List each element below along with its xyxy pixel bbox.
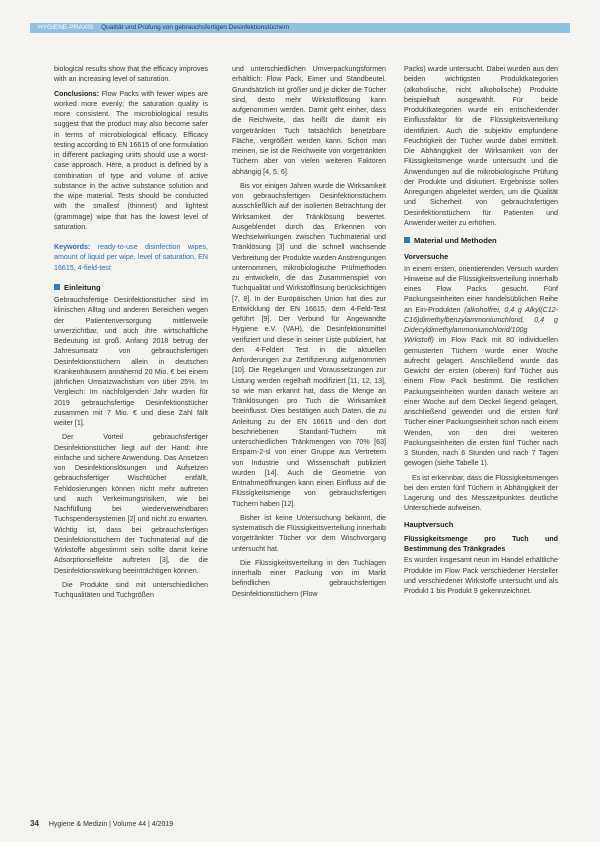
paragraph: Der Vorteil gebrauchsfertiger Desinfektionstücher liegt auf der Hand: ihre einfache und sichere Anwendung. Das Ansetzen von Desinfektionslösungen und Aufsetzen gebrauchsfertiger Wischtücher entfällt, Fehldosierungen können nicht mehr auftreten und auch Verkeimungsrisiken, wie bei Nachfüllung bei wiederverwendbaren Tuchspendersystemen [2] und nicht zu erwarten. Wichtig ist, dass bei gebrauchsfertigen Desinfektionstüchern der Tuchmaterial auf die Wirkstoffe abgestimmt sein sollte damit keine Adsorptionseffekte auftreten [3], die die Desinfektionswirkung beeinträchtigen können. [54, 433, 208, 575]
subheading-hauptversuch: Hauptversuch [404, 519, 454, 529]
paragraph-text: In einem ersten, orientierenden Versuch wurden Hinweise auf die Flüssigkeitsverteilung innerhalb eines Flow Packs gesucht. Fünf Packungseinheiten einer handelsüblichen Reihe an Ein-Produkten [404, 264, 558, 314]
paragraph: Die Flüssigkeitsverteilung in den Tuchlagen innerhalb einer Packung von im Markt befindlichen gebrauchsfertigen Desinfektionstüchern (Flow [232, 558, 386, 598]
heading-label: Einleitung [64, 282, 101, 292]
paragraph: Bisher ist keine Untersuchung bekannt, die systematisch die Flüssigkeitsverteilung innerhalb vorgetränkter Tücher vor dem Wischvorgang untersucht hat. [232, 513, 386, 553]
paragraph-text: im Flow Pack mit 80 individuellen gemusterten Tüchern wurde einer Woche aufrecht gelagert. Anschließend wurde das Gewicht der ersten (oberen) fünf Tücher aus einem Flow Pack bestimmt. Die restlichen Packungseinheiten wurden danach weitere an einer Woche auf dem Deckel liegend gelagert, anschließend gewendet und die ersten fünf Tücher einer Packungseinheit schon nach einem Wenden, von den drei weiteren Packungseinheiten die ersten fünf Tücher nach 3 Stunden, nach 6 Stunden und nach 7 Tagen gewogen (siehe Tabelle 1). [404, 336, 558, 468]
keywords-label: Keywords: [54, 243, 91, 251]
subsubheading: Flüssigkeitsmenge pro Tuch und Bestimmung des Tränkgrades [404, 534, 558, 553]
page-number: 34 [30, 819, 39, 828]
subheading-vorversuche: Vorversuche [404, 252, 449, 262]
paragraph: Es wurden insgesamt neun im Handel erhältliche Produkte im Flow Pack verschiedener Hersteller und verschiedener Wirkstoffe untersucht und als Produkt 1 bis Produkt 9 gekennzeichnet. [404, 556, 558, 595]
paragraph: Die Produkte sind mit unterschiedlichen Tuchqualitäten und Tuchgrößen [54, 580, 208, 599]
column-right [404, 64, 558, 600]
paragraph: Es ist erkennbar, dass die Flüssigkeitsmengen bei den ersten fünf Tüchern in Abhängigkeit der Lagerung und des Messzeitpunktes deutliche Unterschiede aufweisen. [404, 473, 558, 513]
column-left [54, 64, 208, 604]
section-heading-einleitung [54, 283, 208, 293]
paragraph: Gebrauchsfertige Desinfektionstücher sind im klinischen Alltag und anderen Bereichen wegen der Patientenversorgung mittlerweile unverzichtbar, und auch ihre wirtschaftliche Bedeutung ist groß. Anfang 2018 betrug der Jahresumsatz von gebrauchsfertigen Desinfektionstüchern allein in deutschen Krankenhäusern annähernd 20 Mio. € bei einem jährlichen Umsatzwachstum von über 25%. Im Vergleich: Im nachfolgenden Jahr wurden für 2019 gebrauchsfertige Desinfektionstücher zusammen mit 7 Mio. € und diese Zahl fällt weiter [1]. [54, 296, 208, 427]
keywords-text: ready-to-use disinfection wipes, amount of liquid per wipe, level of saturation, EN 16615, 4-field-test [54, 243, 208, 272]
running-title: Qualität und Prüfung von gebrauchsfertigen Desinfektionstüchern [101, 24, 290, 31]
chemical-composition: (alkoholfrei, 0,4 g Alkyl(C12-C16)dimethylbenzylammoniumchlorid, 0,4 g Didecyldimethylammoniumchlorid/100g Wirkstoff) [404, 305, 558, 345]
running-header [30, 23, 570, 33]
journal-citation: Hygiene & Medizin | Volume 44 | 4/2019 [48, 821, 174, 828]
paragraph: und unterschiedlichen Umverpackungsformen erhältlich: Flow Pack, Eimer und Standbeutel. Grundsätzlich ist größer und je dicker die Tücher sind, desto mehr Wirkstofflösung kann aufgenommen werden. Damit geht einher, dass die Reichweite, das heißt die damit ein vorgetränkten Tuch tatsächlich benetzbare Fläche, vergrößert werden kann. Schon man meinen, sie ist die Reichweite von vorgetränkten Tüchern aber von vielen weiteren Faktoren abhängig [4, 5, 6]. [232, 65, 386, 176]
paragraph [54, 89, 208, 233]
paragraph: Bis vor einigen Jahren wurde die Wirksamkeit von gebrauchsfertigen Desinfektionstüchern ausschließlich auf der isolierten Betrachtung der Wirksamkeit der Tränklösung bewertet. Ausgeblendet durch das Erkennen von Wechselwirkungen zwischen Tuchmaterial und Tränklösung [3] und die schnell wachsende Verbreitung der Produkte wurden Anstrengungen unternommen, mikrobiologische Prüfmethoden zu entwickeln, die das Zusammenspiel von Tuchqualität und Wirkstofflösung berücksichtigen [7, 8]. In der Europäischen Union hat dies zur Entwicklung der EN 16615, dem 4-Feld-Test geführt [9]. Der Verbund für Angewandte Hygiene e.V. (VAH), die Desinfektionsmittel verifiziert und diese in seiner Liste publiziert, hat den 4-Feldert Test in die aktuellen Anforderungen zur Zertifizierung aufgenommen [10]. Die Regelungen und Voraussetzungen zur Listung werden regelhaft modifiziert [11, 12, 13], so wie man erkannt hat, dass die Menge an Tränklösungen pro Tuch die Wirksamkeit beeinflusst. Dies bestätigen auch Daten, die zu Anleitung zu der EN 16615 und den dort beschriebenen Standard-Tüchern mit unterschiedlichen Tränkmengen von 70% [63] Ersparn-2-sl von einer Gruppe aus Vertretern von Industrie und Wissenschaft publiziert wurden [14]. Auch die Geometrie von Entnahmeöffnungen kann einen Einfluss auf die Flüssigkeitsmenge von gebrauchsfertigen Tüchern haben [12]. [232, 181, 386, 508]
page-footer [30, 818, 570, 830]
conclusions-text: Flow Packs with fewer wipes are worked more evenly; the saturation quality is more consistent. The microbiological results suggest that the product may also become safer in terms of microbiological efficacy. Efficacy testing according to EN 16615 of one formulation in different packaging units should use a worst-case approach. Here, a product is defined by a combination of type and volume of active substance in the active substance solution and the wipe material. Tests should be conducted with the smallest (thinnest) and lightest (grammage) wipe that has the lowest level of saturation. [54, 89, 208, 231]
heading-label: Material und Methoden [414, 236, 497, 245]
square-bullet-icon [54, 284, 60, 290]
square-bullet-icon [404, 237, 410, 243]
keywords [54, 242, 208, 273]
paragraph: biological results show that the efficacy improves with an increasing level of saturation. [54, 65, 208, 84]
conclusions-label: Conclusions: [54, 89, 99, 98]
column-middle [232, 64, 386, 603]
paragraph [404, 264, 558, 469]
paragraph: Packs) wurde untersucht. Dabei wurden aus den beiden wichtigsten Produktkategorien (alkoholische, nicht alkoholische) Produkte beispielhaft ausgewählt. Für beide Produktkategorien wurde ein entscheidender Einflussfaktor für die Flüssigkeitsverteilung identifiziert. Auch die subjektiv empfundene Feuchtigkeit der Tücher wurde dabei ermittelt. Die Abhängigkeit der Wirksamkeit von der Flüssigkeitsmenge wurde untersucht und die Anwendungen auf die mikrobiologische Prüfung der Produkte und diskutiert. Ergebnisse sollen Anregungen abgeleitet werden, um die Qualität und Sicherheit von gebrauchsfertigen Desinfektionstüchern für Patienten und Anwender weiter zu erhöhen. [404, 65, 558, 227]
section-rubric: HYGIENE-PRAXIS [38, 24, 94, 31]
section-heading-material [404, 236, 558, 246]
